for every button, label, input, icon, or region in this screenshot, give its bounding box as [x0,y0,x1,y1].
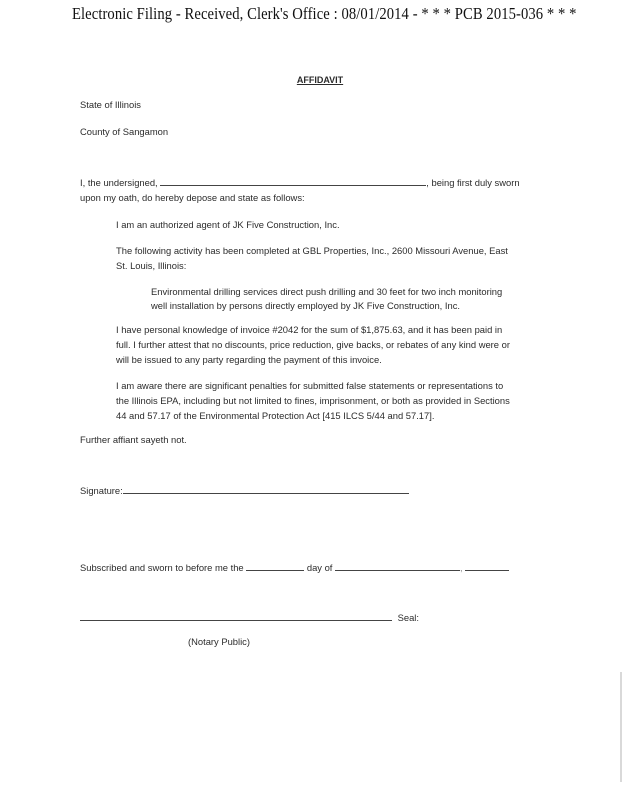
intro-line [80,175,520,190]
name-blank [160,176,426,186]
knowledge-line-2: full. I further attest that no discounts, price reduction, give backs, or rebates of any kind were or [116,339,510,350]
intro-prefix: I, the undersigned, [80,177,158,188]
services-line-1: Environmental drilling services direct push drilling and 30 feet for two inch monitoring [151,286,503,297]
sworn-prefix: Subscribed and sworn to before me the [80,562,244,573]
state-line: State of Illinois [80,99,141,110]
knowledge-line-1: I have personal knowledge of invoice #2042 for the sum of $1,875.63, and it has been paid in [116,324,503,335]
intro-line-2: upon my oath, do hereby depose and state as follows: [80,192,305,203]
notary-line [80,610,419,625]
month-blank [335,561,460,571]
county-line: County of Sangamon [80,126,169,137]
notary-public-label: (Notary Public) [188,636,250,647]
services-line-2: well installation by persons directly employed by JK Five Construction, Inc. [151,300,460,311]
day-blank [246,561,304,571]
activity-line-1: The following activity has been completed at GBL Properties, Inc., 2600 Missouri Avenue, East [116,245,508,256]
knowledge-line-3: will be issued to any party regarding the payment of this invoice. [116,354,382,365]
document-title: AFFIDAVIT [296,75,344,85]
activity-line-2: St. Louis, Illinois: [116,260,187,271]
sworn-dayof: day of [306,562,333,573]
penalties-line-1: I am aware there are significant penalties for submitted false statements or representations to [116,380,504,391]
seal-label: Seal: [397,612,419,623]
signature-blank [123,484,409,494]
year-blank [465,561,509,571]
notary-blank [80,611,392,621]
signature-line [80,483,409,498]
penalties-line-3: 44 and 57.17 of the Environmental Protection Act [415 ILCS 5/44 and 57.17]. [116,410,435,421]
signature-label: Signature: [80,485,123,496]
agent-statement: I am an authorized agent of JK Five Construction, Inc. [116,219,340,230]
intro-suffix: , being first duly sworn [426,177,520,188]
sworn-line: Subscribed and sworn to before me the day of , [80,560,509,575]
further-affiant: Further affiant sayeth not. [80,434,187,445]
filing-stamp-header: Electronic Filing - Received, Clerk's Office : 08/01/2014 - * * * PCB 2015-036 * * * [72,4,577,23]
penalties-line-2: the Illinois EPA, including but not limited to fines, imprisonment, or both as provided in Sections [116,395,510,406]
